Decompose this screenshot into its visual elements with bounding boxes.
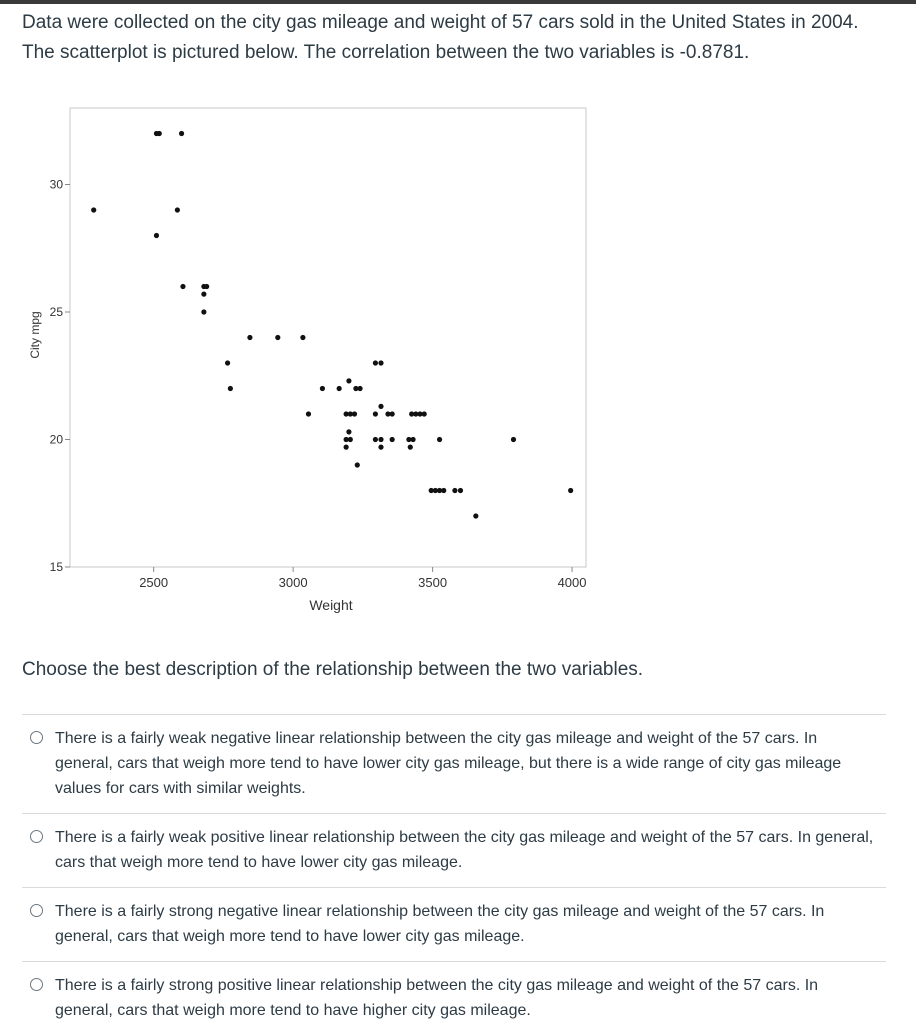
y-tick-label: 20 bbox=[49, 432, 63, 447]
data-point bbox=[373, 360, 378, 365]
y-tick-label: 25 bbox=[49, 305, 63, 319]
answer-option-3-text: There is a fairly strong negative linear relationship between the city gas mileage and weight of the 57 cars. In general, cars that weigh more tend to have lower city gas mileage. bbox=[55, 903, 825, 945]
data-point bbox=[247, 335, 252, 340]
y-tick-label: 30 bbox=[49, 177, 63, 192]
data-point bbox=[511, 437, 516, 442]
data-point bbox=[473, 513, 478, 518]
data-point bbox=[452, 488, 457, 493]
question-intro: Data were collected on the city gas mileage and weight of 57 cars sold in the United States in 2004. The scatterplot is pictured below. The correlation between the two variables is -0.8781. bbox=[22, 12, 859, 63]
x-tick-label: 3500 bbox=[418, 575, 448, 590]
data-point bbox=[157, 131, 162, 136]
data-point bbox=[357, 386, 362, 391]
plot-area bbox=[70, 108, 586, 567]
data-point bbox=[201, 292, 206, 297]
data-point bbox=[344, 445, 349, 450]
data-point bbox=[373, 437, 378, 442]
data-point bbox=[346, 378, 351, 383]
data-point bbox=[337, 386, 342, 391]
answer-option-1[interactable] bbox=[22, 714, 886, 813]
y-axis-label: City mpg bbox=[28, 311, 42, 359]
data-point bbox=[373, 411, 378, 416]
answer-option-2-text: There is a fairly weak positive linear relationship between the city gas mileage and weight of the 57 cars. In general, cars that weigh more tend to have lower city gas mileage. bbox=[55, 829, 874, 871]
data-point bbox=[228, 386, 233, 391]
data-point bbox=[378, 404, 383, 409]
data-point bbox=[180, 284, 185, 289]
data-point bbox=[348, 437, 353, 442]
data-point bbox=[306, 411, 311, 416]
answer-option-4-text: There is a fairly strong positive linear relationship between the city gas mileage and weight of the 57 cars. In general, cars that weigh more tend to have higher city gas mileage. bbox=[55, 977, 819, 1019]
data-point bbox=[352, 411, 357, 416]
data-point bbox=[225, 360, 230, 365]
data-point bbox=[300, 335, 305, 340]
radio-button-4[interactable] bbox=[30, 978, 43, 991]
answer-option-2[interactable] bbox=[22, 813, 886, 887]
scatterplot bbox=[18, 100, 618, 625]
data-point bbox=[201, 309, 206, 314]
data-point bbox=[390, 437, 395, 442]
data-point bbox=[378, 437, 383, 442]
data-point bbox=[568, 488, 573, 493]
data-point bbox=[91, 207, 96, 212]
data-point bbox=[275, 335, 280, 340]
y-tick-label: 15 bbox=[49, 560, 63, 574]
data-point bbox=[378, 360, 383, 365]
data-point bbox=[422, 411, 427, 416]
data-point bbox=[320, 386, 325, 391]
data-point bbox=[458, 488, 463, 493]
data-point bbox=[437, 437, 442, 442]
answer-option-1-text: There is a fairly weak negative linear relationship between the city gas mileage and weight of the 57 cars. In general, cars that weigh more tend to have lower city gas mileage, but there is a wide range of city gas mileage values for cars with similar weights. bbox=[55, 730, 842, 797]
data-point bbox=[390, 411, 395, 416]
data-point bbox=[355, 462, 360, 467]
radio-button-3[interactable] bbox=[30, 904, 43, 917]
answer-option-3[interactable] bbox=[22, 887, 886, 961]
radio-button-2[interactable] bbox=[30, 830, 43, 843]
scatterplot-svg bbox=[18, 100, 618, 625]
question-prompt: Choose the best description of the relationship between the two variables. bbox=[22, 659, 644, 680]
answer-options bbox=[22, 714, 886, 1035]
data-point bbox=[346, 429, 351, 434]
x-axis-label: Weight bbox=[309, 597, 353, 613]
radio-button-1[interactable] bbox=[30, 731, 43, 744]
x-tick-label: 3000 bbox=[278, 575, 308, 590]
data-point bbox=[441, 488, 446, 493]
data-point bbox=[204, 284, 209, 289]
data-point bbox=[378, 445, 383, 450]
x-tick-label: 2500 bbox=[139, 575, 169, 590]
data-point bbox=[408, 445, 413, 450]
data-point bbox=[175, 207, 180, 212]
x-tick-label: 4000 bbox=[557, 575, 587, 590]
top-border bbox=[0, 0, 916, 4]
data-point bbox=[154, 233, 159, 238]
data-point bbox=[410, 437, 415, 442]
data-point bbox=[179, 131, 184, 136]
